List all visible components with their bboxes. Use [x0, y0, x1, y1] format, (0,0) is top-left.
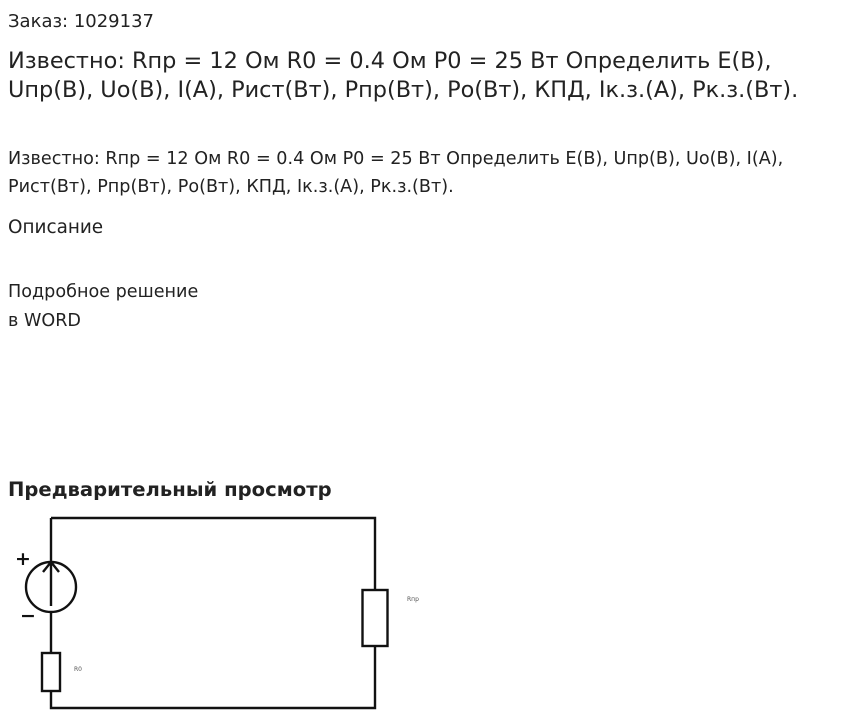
- emf-arrow: [43, 562, 59, 606]
- order-number: Заказ: 1029137: [8, 11, 154, 32]
- task-statement: Известно: Rпр = 12 Ом R0 = 0.4 Ом P0 = 25 Вт Определить E(В), Uпр(В), Uo(В), I(A), Рист(Вт), Рпр(Вт), Рo(Вт), КПД, Iк.з.(А), Рк.з.(Вт).: [8, 149, 784, 197]
- internal-resistor: [42, 653, 60, 691]
- description-body: [8, 278, 198, 336]
- wire-top: [51, 518, 375, 590]
- description-heading: Описание: [8, 217, 104, 238]
- internal-resistor-label: R0: [74, 666, 82, 673]
- minus-sign: −: [20, 605, 36, 627]
- preview-heading: Предварительный просмотр: [8, 478, 332, 501]
- preview-image: [8, 510, 448, 720]
- description-line: в WORD: [8, 311, 81, 331]
- description-line: Подробное решение: [8, 282, 199, 302]
- wire-right-bottom: [51, 646, 375, 708]
- load-resistor: [363, 590, 388, 646]
- load-resistor-label: Rпр: [407, 596, 419, 603]
- circuit-diagram: [8, 510, 448, 720]
- plus-sign: +: [15, 548, 31, 570]
- page-title: Известно: Rпр = 12 Ом R0 = 0.4 Ом P0 = 25 Вт Определить E(В), Uпр(В), Uo(В), I(A), Рист(Вт), Рпр(Вт), Рo(Вт), КПД, Iк.з.(А), Рк.з.(Вт).: [8, 48, 799, 103]
